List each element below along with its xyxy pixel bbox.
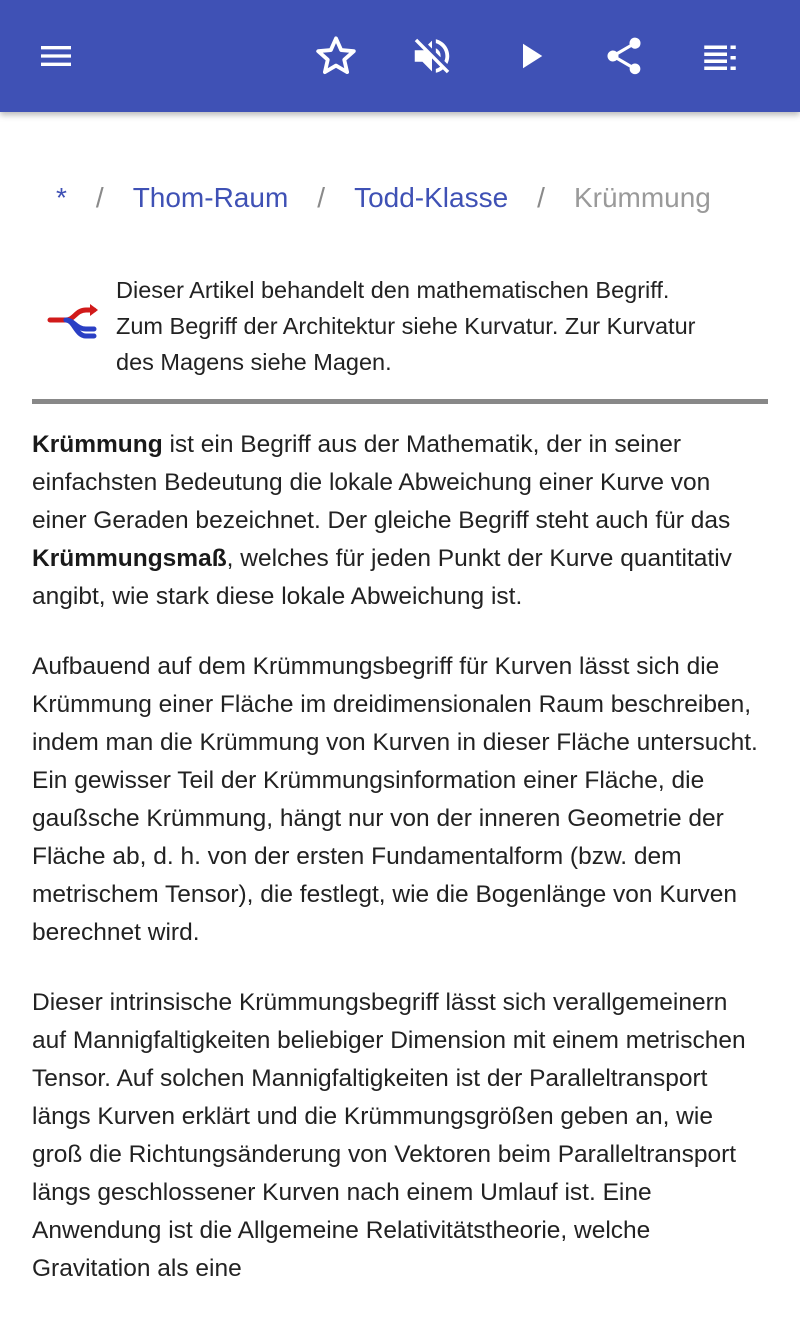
- menu-icon: [36, 36, 76, 76]
- contents-button[interactable]: [692, 28, 748, 84]
- breadcrumb: [56, 178, 711, 218]
- star-outline-icon: [313, 33, 359, 79]
- disambiguation-line: des Magens siehe Magen.: [116, 349, 392, 375]
- breadcrumb-item-thom-raum[interactable]: Thom-Raum: [132, 182, 289, 213]
- disambiguation-icon: [46, 300, 100, 342]
- article-term: Krümmungsmaß: [32, 545, 227, 572]
- disambiguation-note: [32, 270, 768, 404]
- share-icon: [602, 34, 646, 78]
- share-button[interactable]: [596, 28, 652, 84]
- disambiguation-line: Dieser Artikel behandelt den mathematischen Begriff.: [116, 277, 670, 303]
- breadcrumb-item-home[interactable]: *: [56, 182, 67, 213]
- paragraph-text: , welches für jeden Punkt der Kurve quantitativ angibt, wie stark diese lokale Abweichung ist.: [32, 545, 732, 610]
- article-body: [32, 426, 768, 1320]
- play-icon: [509, 35, 551, 77]
- list-icon: [699, 35, 741, 77]
- disambiguation-text: [116, 272, 766, 380]
- paragraph-text: ist ein Begriff aus der Mathematik, der in seiner einfachsten Bedeutung die lokale Abweichung einer Kurve von einer Geraden bezeichnet. Der gleiche Begriff steht auch für das: [32, 431, 731, 534]
- play-button[interactable]: [502, 28, 558, 84]
- article-paragraph: Dieser intrinsische Krümmungsbegriff lässt sich verallgemeinern auf Mannigfaltigkeiten beliebiger Dimension mit einem metrischen Tensor. Auf solchen Mannigfaltigkeiten ist der Paralleltransport längs Kurven erklärt und die Krümmungsgrößen geben an, wie groß die Richtungsänderung von Vektoren beim Paralleltransport längs geschlossener Kurven nach einem Umlauf ist. Eine Anwendung ist die Allgemeine Relativitätstheorie, welche Gravitation als eine: [32, 989, 746, 1282]
- disambiguation-line: Zum Begriff der Architektur siehe Kurvatur. Zur Kurvatur: [116, 313, 696, 339]
- breadcrumb-item-todd-klasse[interactable]: Todd-Klasse: [354, 182, 509, 213]
- breadcrumb-separator: /: [537, 182, 545, 213]
- favorite-button[interactable]: [308, 28, 364, 84]
- breadcrumb-separator: /: [317, 182, 326, 213]
- article-term: Krümmung: [32, 431, 163, 458]
- volume-off-icon: [409, 33, 455, 79]
- menu-button[interactable]: [28, 28, 84, 84]
- mute-button[interactable]: [404, 28, 460, 84]
- article-paragraph: [32, 426, 768, 616]
- breadcrumb-separator: /: [95, 182, 104, 213]
- breadcrumb-current: Krümmung: [573, 182, 711, 213]
- app-toolbar: [0, 0, 800, 112]
- article-paragraph: Aufbauend auf dem Krümmungsbegriff für Kurven lässt sich die Krümmung einer Fläche im dreidimensionalen Raum beschreiben, indem man die Krümmung von Kurven in dieser Fläche untersucht. Ein gewisser Teil der Krümmungsinformation einer Fläche, die gaußsche Krümmung, hängt nur von der inneren Geometrie der Fläche ab, d. h. von der ersten Fundamentalform (bzw. dem metrischem Tensor), die festlegt, wie die Bogenlänge von Kurven berechnet wird.: [32, 653, 758, 946]
